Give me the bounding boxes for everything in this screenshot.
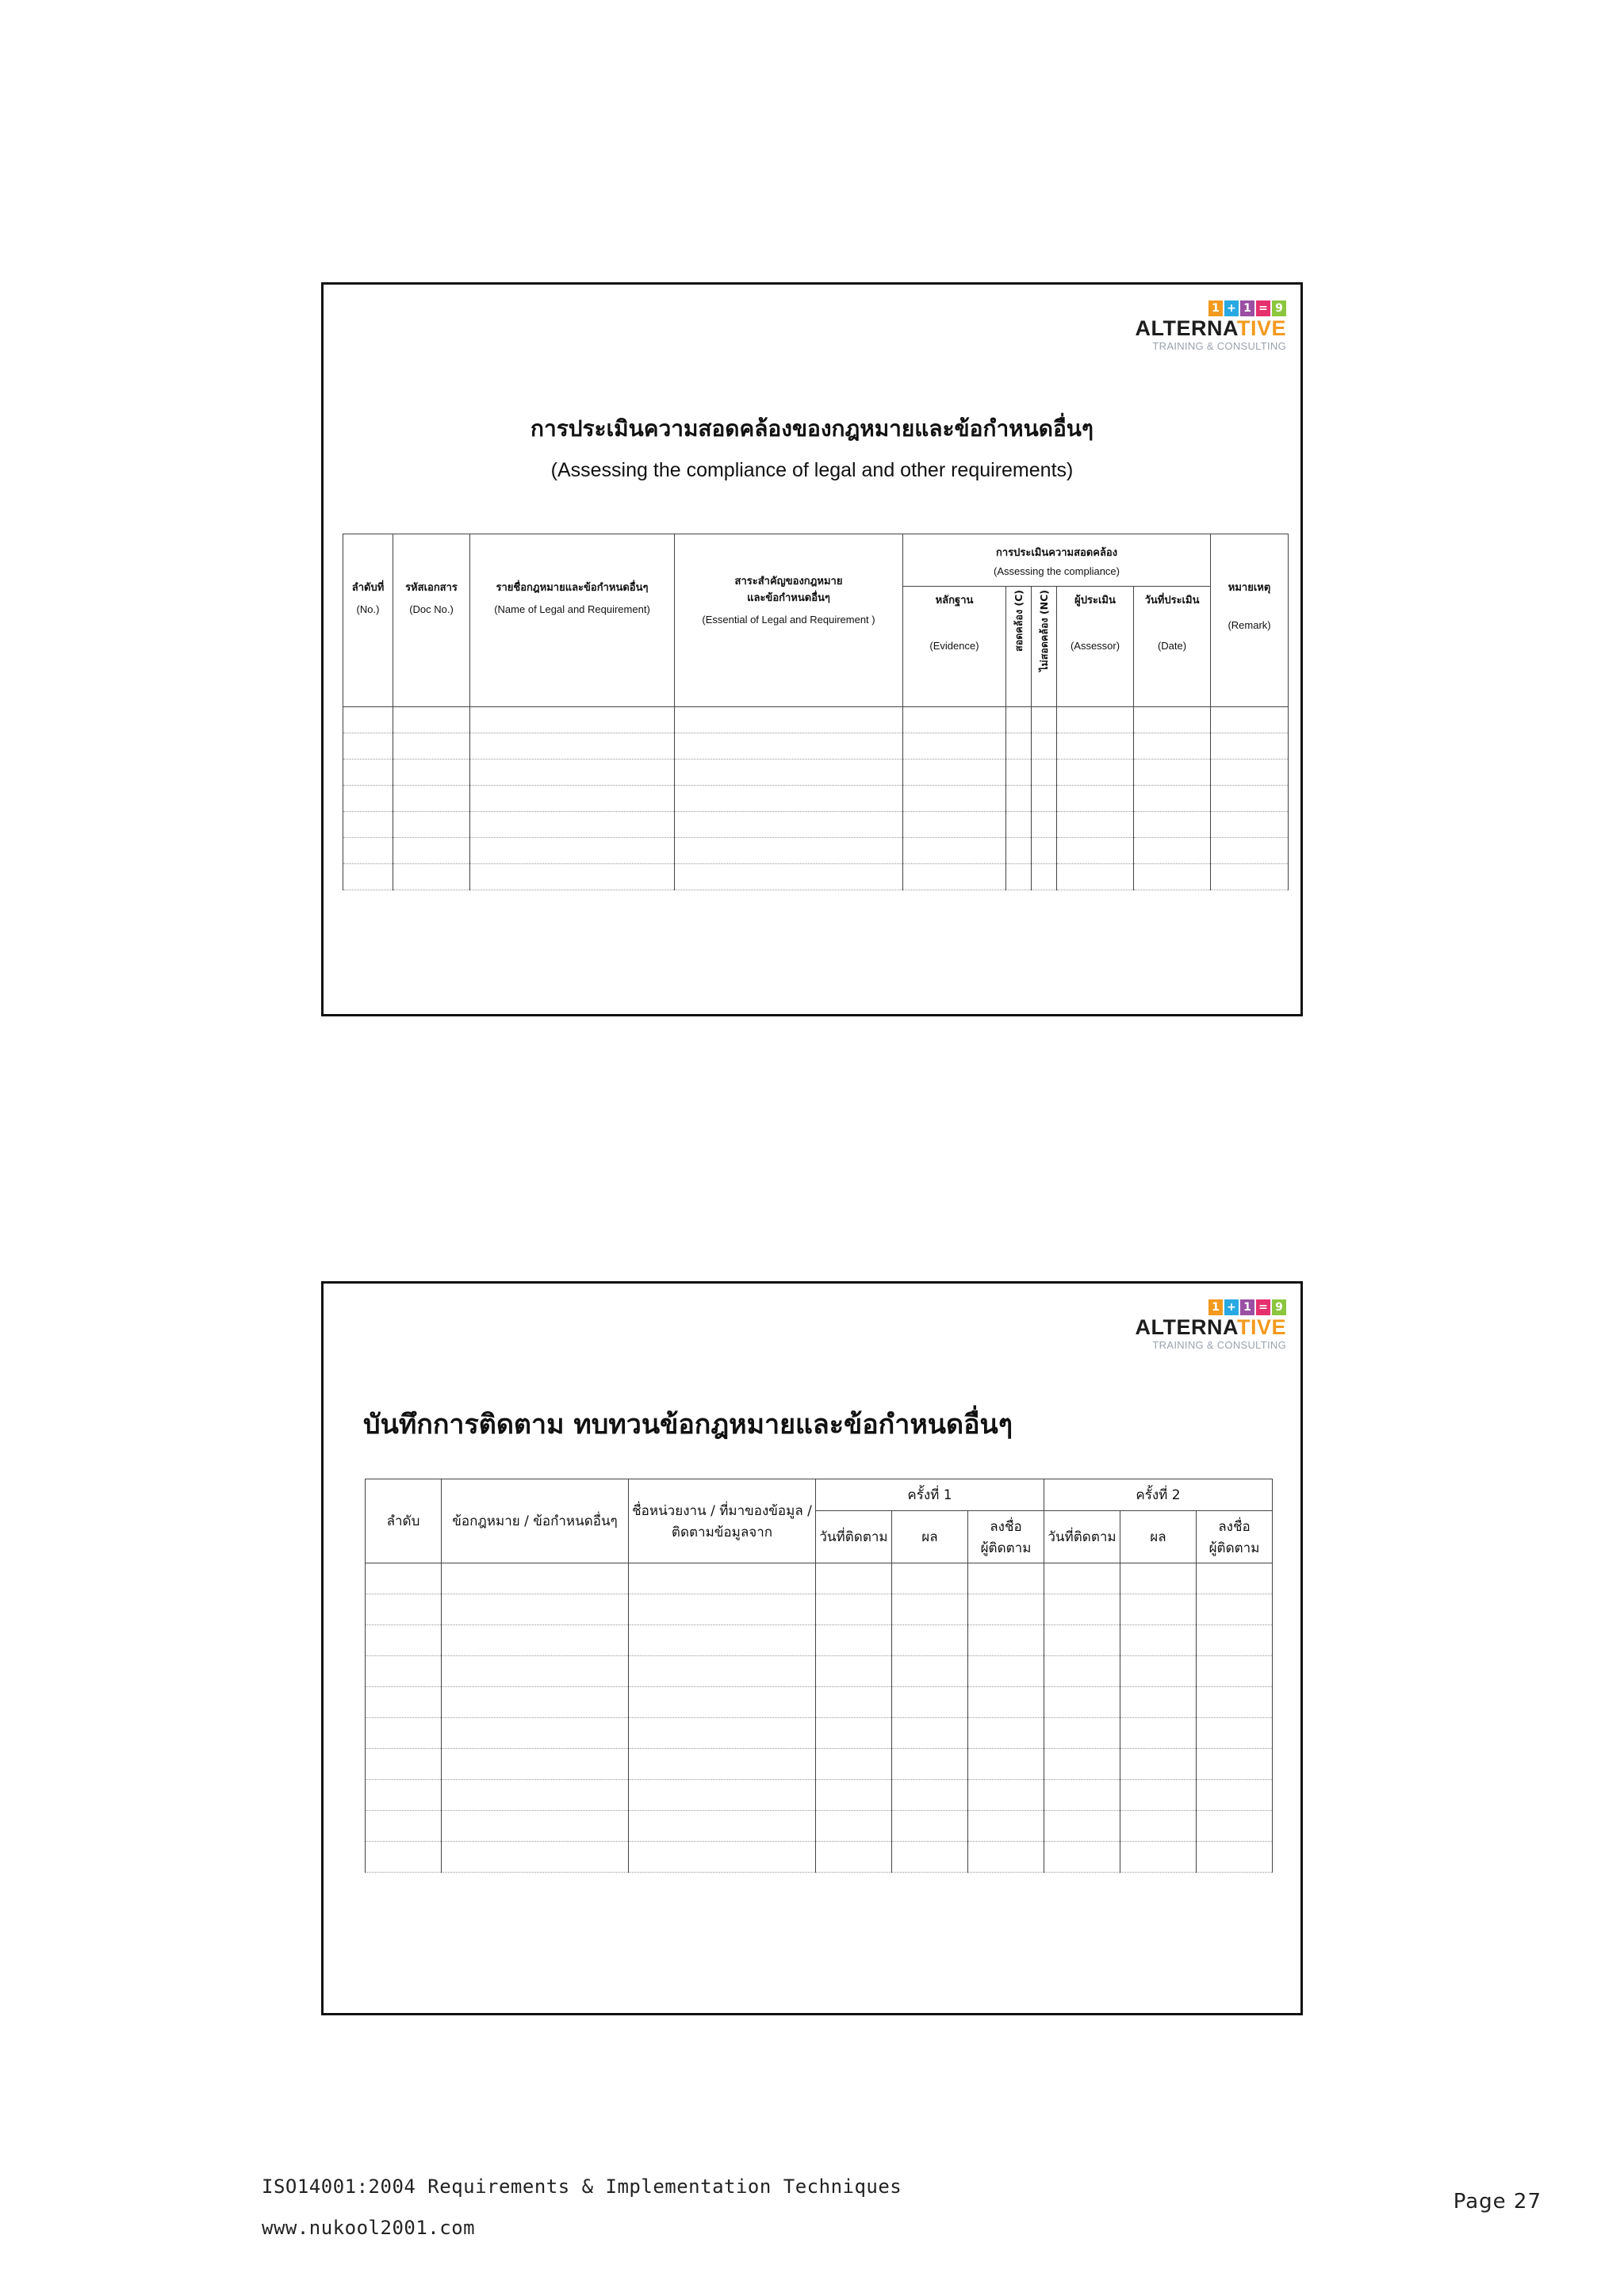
empty-cell	[1134, 707, 1211, 733]
table-row	[366, 1718, 1273, 1749]
table-row	[366, 1625, 1273, 1656]
table-row	[343, 707, 1289, 733]
empty-cell	[1044, 1718, 1120, 1749]
empty-cell	[1032, 864, 1057, 890]
empty-cell	[816, 1594, 892, 1625]
empty-cell	[1120, 1842, 1197, 1873]
empty-cell	[968, 1687, 1044, 1718]
slide1-title-english: (Assessing the compliance of legal and other requirements)	[550, 459, 1074, 481]
empty-cell	[1197, 1687, 1273, 1718]
table-row	[366, 1811, 1273, 1842]
empty-cell	[1120, 1749, 1197, 1780]
empty-cell	[1057, 786, 1134, 812]
table-row	[366, 1563, 1273, 1594]
empty-cell	[903, 786, 1006, 812]
logo-digit: +	[1224, 1299, 1239, 1315]
col-header-assessor: ผู้ประเมิน (Assessor)	[1057, 587, 1134, 707]
empty-cell	[1197, 1842, 1273, 1873]
empty-cell	[968, 1780, 1044, 1811]
empty-cell	[1044, 1811, 1120, 1842]
empty-cell	[629, 1718, 816, 1749]
empty-cell	[1197, 1780, 1273, 1811]
empty-cell	[892, 1656, 968, 1687]
empty-cell	[1006, 812, 1032, 838]
table-row	[366, 1656, 1273, 1687]
empty-cell	[675, 707, 903, 733]
empty-cell	[1044, 1749, 1120, 1780]
empty-cell	[892, 1749, 968, 1780]
col-header-essential: สาระสำคัญของกฎหมาย และข้อกำหนดอื่นๆ (Essential of Legal and Requirement )	[675, 534, 903, 707]
col-header-date-1: วันที่ติดตาม	[816, 1511, 892, 1563]
empty-cell	[629, 1656, 816, 1687]
empty-cell	[442, 1656, 629, 1687]
empty-cell	[675, 838, 903, 864]
empty-cell	[903, 838, 1006, 864]
alternative-logo	[1128, 1299, 1286, 1355]
empty-cell	[629, 1594, 816, 1625]
empty-cell	[1197, 1656, 1273, 1687]
empty-cell	[1120, 1656, 1197, 1687]
empty-cell	[442, 1625, 629, 1656]
table-row	[343, 733, 1289, 760]
table-row	[343, 864, 1289, 890]
empty-cell	[393, 733, 470, 760]
col-header-legal-name: รายชื่อกฎหมายและข้อกำหนดอื่นๆ (Name of Legal and Requirement)	[470, 534, 675, 707]
col-header-remark: หมายเหตุ (Remark)	[1211, 534, 1289, 707]
empty-cell	[968, 1625, 1044, 1656]
empty-cell	[1057, 733, 1134, 760]
logo-digit: 9	[1272, 1299, 1286, 1315]
col-header-round-1: ครั้งที่ 1	[816, 1479, 1044, 1511]
empty-cell	[343, 733, 393, 760]
empty-cell	[675, 812, 903, 838]
empty-cell	[470, 707, 675, 733]
empty-cell	[366, 1842, 442, 1873]
empty-cell	[1134, 838, 1211, 864]
empty-cell	[1120, 1594, 1197, 1625]
empty-cell	[1032, 838, 1057, 864]
empty-cell	[1057, 838, 1134, 864]
empty-cell	[1044, 1594, 1120, 1625]
empty-cell	[1211, 760, 1289, 786]
empty-cell	[1120, 1563, 1197, 1594]
table-row	[366, 1780, 1273, 1811]
empty-cell	[1044, 1842, 1120, 1873]
empty-cell	[1197, 1811, 1273, 1842]
col-header-noncompliant: ไม่สอดคล้อง (NC)	[1032, 587, 1057, 707]
footer-website: www.nukool2001.com	[262, 2217, 476, 2239]
empty-cell	[629, 1563, 816, 1594]
empty-cell	[816, 1811, 892, 1842]
col-header-law: ข้อกฎหมาย / ข้อกำหนดอื่นๆ	[442, 1479, 629, 1563]
empty-cell	[366, 1780, 442, 1811]
empty-cell	[816, 1749, 892, 1780]
empty-cell	[366, 1687, 442, 1718]
empty-cell	[1006, 786, 1032, 812]
empty-cell	[343, 760, 393, 786]
empty-cell	[903, 733, 1006, 760]
empty-cell	[1044, 1780, 1120, 1811]
empty-cell	[968, 1594, 1044, 1625]
footer-course-title: ISO14001:2004 Requirements & Implementation Techniques	[262, 2175, 902, 2198]
col-header-date-2: วันที่ติดตาม	[1044, 1511, 1120, 1563]
empty-cell	[442, 1687, 629, 1718]
col-header-signer-1: ลงชื่อ ผู้ติดตาม	[968, 1511, 1044, 1563]
empty-cell	[1211, 812, 1289, 838]
slide1-title-thai: การประเมินความสอดคล้องของกฎหมายและข้อกำหนดอื่นๆ	[530, 415, 1094, 442]
empty-cell	[1032, 812, 1057, 838]
empty-cell	[629, 1625, 816, 1656]
empty-cell	[903, 707, 1006, 733]
empty-cell	[442, 1718, 629, 1749]
empty-cell	[903, 812, 1006, 838]
empty-cell	[892, 1625, 968, 1656]
slide-follow-up-record	[321, 1281, 1303, 2015]
empty-cell	[366, 1718, 442, 1749]
logo-wordmark: ALTERNATIVE	[1135, 316, 1286, 340]
table-row	[366, 1687, 1273, 1718]
empty-cell	[1211, 707, 1289, 733]
empty-cell	[1120, 1780, 1197, 1811]
empty-cell	[629, 1687, 816, 1718]
empty-cell	[393, 786, 470, 812]
empty-cell	[442, 1842, 629, 1873]
empty-cell	[1211, 864, 1289, 890]
col-header-evidence: หลักฐาน (Evidence)	[903, 587, 1006, 707]
empty-cell	[393, 760, 470, 786]
follow-up-table-body	[366, 1563, 1273, 1873]
empty-cell	[816, 1842, 892, 1873]
empty-cell	[393, 864, 470, 890]
empty-cell	[470, 760, 675, 786]
empty-cell	[1006, 838, 1032, 864]
empty-cell	[1120, 1811, 1197, 1842]
empty-cell	[968, 1749, 1044, 1780]
empty-cell	[892, 1718, 968, 1749]
col-header-doc-no: รหัสเอกสาร (Doc No.)	[393, 534, 470, 707]
empty-cell	[816, 1718, 892, 1749]
empty-cell	[816, 1656, 892, 1687]
empty-cell	[343, 786, 393, 812]
empty-cell	[343, 812, 393, 838]
empty-cell	[1120, 1718, 1197, 1749]
empty-cell	[366, 1563, 442, 1594]
logo-subtitle: TRAINING & CONSULTING	[1152, 1339, 1286, 1351]
empty-cell	[675, 733, 903, 760]
empty-cell	[968, 1718, 1044, 1749]
col-header-round-2: ครั้งที่ 2	[1044, 1479, 1273, 1511]
logo-digit: 1	[1208, 300, 1223, 316]
logo-digit: 1	[1240, 1299, 1254, 1315]
logo-wordmark: ALTERNATIVE	[1135, 1315, 1286, 1339]
table-row	[343, 786, 1289, 812]
empty-cell	[1120, 1687, 1197, 1718]
empty-cell	[892, 1687, 968, 1718]
empty-cell	[1032, 733, 1057, 760]
table-row	[343, 760, 1289, 786]
slide-legal-compliance-assessment	[321, 282, 1303, 1016]
empty-cell	[1057, 812, 1134, 838]
empty-cell	[1197, 1563, 1273, 1594]
col-header-assessment-group: การประเมินความสอดคล้อง (Assessing the compliance)	[903, 534, 1211, 587]
empty-cell	[1057, 864, 1134, 890]
empty-cell	[470, 838, 675, 864]
empty-cell	[816, 1625, 892, 1656]
empty-cell	[1134, 760, 1211, 786]
logo-digit: =	[1256, 300, 1270, 316]
empty-cell	[1032, 760, 1057, 786]
col-header-date: วันที่ประเมิน (Date)	[1134, 587, 1211, 707]
empty-cell	[629, 1842, 816, 1873]
table-row	[343, 812, 1289, 838]
empty-cell	[1197, 1594, 1273, 1625]
empty-cell	[629, 1811, 816, 1842]
col-header-source: ชื่อหน่วยงาน / ที่มาของข้อมูล / ติดตามข้อมูลจาก	[629, 1479, 816, 1563]
empty-cell	[1197, 1749, 1273, 1780]
empty-cell	[1197, 1625, 1273, 1656]
empty-cell	[1134, 864, 1211, 890]
logo-digit: 1	[1240, 300, 1254, 316]
empty-cell	[366, 1656, 442, 1687]
empty-cell	[1134, 786, 1211, 812]
logo-digit: 9	[1272, 300, 1286, 316]
empty-cell	[892, 1780, 968, 1811]
empty-cell	[442, 1811, 629, 1842]
col-header-seq: ลำดับ	[366, 1479, 442, 1563]
empty-cell	[1044, 1656, 1120, 1687]
empty-cell	[393, 812, 470, 838]
empty-cell	[343, 864, 393, 890]
empty-cell	[968, 1656, 1044, 1687]
empty-cell	[1211, 838, 1289, 864]
empty-cell	[343, 838, 393, 864]
empty-cell	[1134, 733, 1211, 760]
empty-cell	[366, 1811, 442, 1842]
logo-digit: =	[1256, 1299, 1270, 1315]
logo-digit: +	[1224, 300, 1239, 316]
empty-cell	[675, 760, 903, 786]
empty-cell	[892, 1594, 968, 1625]
empty-cell	[892, 1563, 968, 1594]
col-header-result-1: ผล	[892, 1511, 968, 1563]
empty-cell	[1057, 760, 1134, 786]
empty-cell	[1044, 1563, 1120, 1594]
logo-digit: 1	[1208, 1299, 1223, 1315]
empty-cell	[1006, 760, 1032, 786]
empty-cell	[366, 1749, 442, 1780]
empty-cell	[366, 1625, 442, 1656]
empty-cell	[968, 1811, 1044, 1842]
empty-cell	[393, 707, 470, 733]
empty-cell	[1197, 1718, 1273, 1749]
empty-cell	[470, 812, 675, 838]
empty-cell	[903, 760, 1006, 786]
empty-cell	[442, 1563, 629, 1594]
empty-cell	[1006, 733, 1032, 760]
empty-cell	[629, 1780, 816, 1811]
compliance-assessment-table	[343, 534, 1289, 890]
empty-cell	[1006, 864, 1032, 890]
empty-cell	[675, 864, 903, 890]
table-row	[366, 1749, 1273, 1780]
empty-cell	[442, 1749, 629, 1780]
empty-cell	[470, 864, 675, 890]
table-row	[366, 1594, 1273, 1625]
logo-subtitle: TRAINING & CONSULTING	[1152, 340, 1286, 352]
empty-cell	[366, 1594, 442, 1625]
empty-cell	[343, 707, 393, 733]
empty-cell	[816, 1780, 892, 1811]
empty-cell	[442, 1594, 629, 1625]
logo-equation	[1207, 300, 1286, 316]
col-header-signer-2: ลงชื่อ ผู้ติดตาม	[1197, 1511, 1273, 1563]
empty-cell	[1044, 1625, 1120, 1656]
table-row	[366, 1842, 1273, 1873]
follow-up-table	[365, 1479, 1273, 1873]
table-row	[343, 838, 1289, 864]
empty-cell	[442, 1780, 629, 1811]
empty-cell	[892, 1842, 968, 1873]
empty-cell	[816, 1563, 892, 1594]
empty-cell	[968, 1563, 1044, 1594]
empty-cell	[968, 1842, 1044, 1873]
empty-cell	[629, 1749, 816, 1780]
logo-equation	[1207, 1299, 1286, 1315]
empty-cell	[1044, 1687, 1120, 1718]
alternative-logo	[1128, 300, 1286, 356]
col-header-result-2: ผล	[1120, 1511, 1197, 1563]
empty-cell	[1211, 786, 1289, 812]
empty-cell	[1211, 733, 1289, 760]
empty-cell	[892, 1811, 968, 1842]
slide2-title: บันทึกการติดตาม ทบทวนข้อกฎหมายและข้อกำหนดอื่นๆ	[363, 1409, 1013, 1441]
compliance-table-body	[343, 707, 1289, 890]
col-header-compliant: สอดคล้อง (C)	[1006, 587, 1032, 707]
empty-cell	[675, 786, 903, 812]
empty-cell	[903, 864, 1006, 890]
empty-cell	[816, 1687, 892, 1718]
footer-page-number: Page 27	[1453, 2190, 1542, 2214]
empty-cell	[1057, 707, 1134, 733]
col-header-no: ลำดับที่ (No.)	[343, 534, 393, 707]
empty-cell	[1032, 707, 1057, 733]
empty-cell	[1032, 786, 1057, 812]
empty-cell	[393, 838, 470, 864]
empty-cell	[1006, 707, 1032, 733]
empty-cell	[470, 786, 675, 812]
empty-cell	[1134, 812, 1211, 838]
empty-cell	[470, 733, 675, 760]
empty-cell	[1120, 1625, 1197, 1656]
